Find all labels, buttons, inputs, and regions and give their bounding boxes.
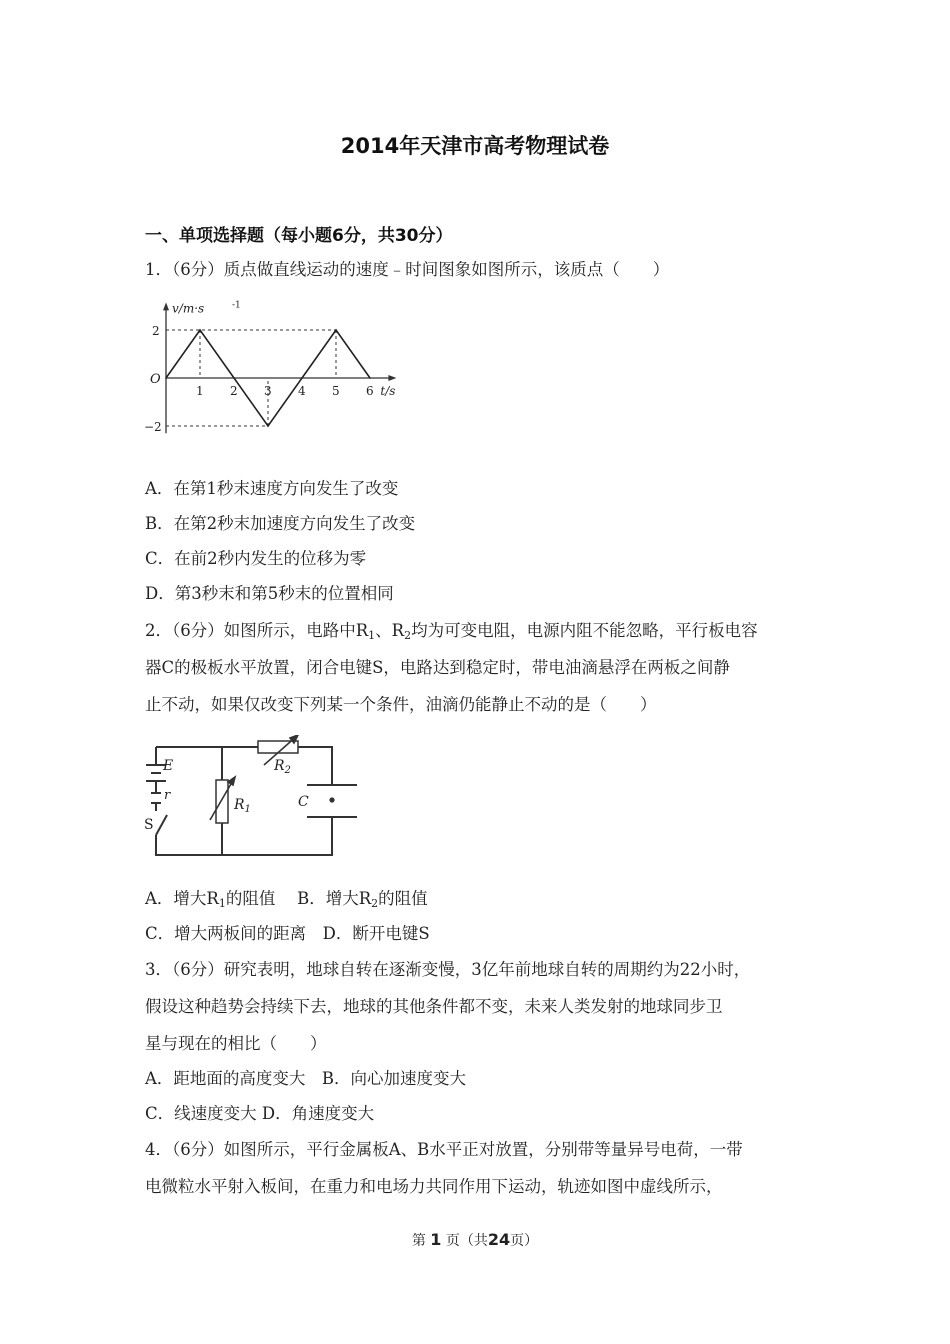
q1-option-d: D．第3秒末和第5秒末的位置相同 (145, 584, 394, 603)
capacitor-label: C (298, 794, 309, 810)
q3-options-ab: A．距地面的高度变大 B．向心加速度变大 (145, 1069, 467, 1088)
q1-option-c: C．在前2秒内发生的位移为零 (145, 549, 367, 568)
internal-resistance-label: r (164, 788, 171, 803)
r1-label: $R_1$ (234, 797, 251, 815)
y-axis-arrow (163, 302, 169, 310)
page-footer: 第 1 页（共24页） (411, 1230, 539, 1249)
y-tick-label: −2 (144, 420, 162, 434)
switch-label: S (144, 817, 154, 833)
x-tick-label: 1 (196, 384, 204, 398)
q1-stem: 1．（6分）质点做直线运动的速度﹣时间图象如图所示，该质点（ ） (145, 260, 670, 279)
data-point (233, 377, 235, 379)
data-point (267, 425, 269, 427)
x-tick-label: 3 (264, 384, 272, 398)
data-point (165, 377, 167, 379)
q3-stem-line-1: 3．（6分）研究表明，地球自转在逐渐变慢，3亿年前地球自转的周期约为22小时， (145, 960, 751, 979)
x-axis-label: t/s (380, 384, 396, 398)
q3-options-cd: C．线速度变大 D．角速度变大 (145, 1104, 375, 1123)
data-point (199, 329, 201, 331)
q2-options-cd: C．增大两板间的距离 D．断开电键S (145, 924, 430, 943)
q3-stem-line-3: 星与现在的相比（ ） (145, 1034, 327, 1053)
origin-label: O (150, 372, 161, 387)
y-axis-label: v/m·s (172, 301, 205, 316)
x-axis-arrow (388, 375, 396, 381)
velocity-time-graph (140, 290, 420, 450)
q2-stem-line-3: 止不动，如果仅改变下列某一个条件，油滴仍能静止不动的是（ ） (145, 695, 657, 714)
q2-options-ab: A．增大$R_1$的阻值 B．增大$R_2$的阻值 (145, 889, 428, 910)
q1-option-a: A．在第1秒末速度方向发生了改变 (145, 479, 399, 498)
data-point (369, 377, 371, 379)
x-tick-label: 4 (298, 384, 306, 398)
q1-option-b: B．在第2秒末加速度方向发生了改变 (145, 514, 416, 533)
page-title: 2014年天津市高考物理试卷 (340, 134, 610, 158)
x-tick-label: 5 (332, 384, 340, 398)
q2-stem-line-1: 2．（6分）如图所示，电路中$R_1$、$R_2$均为可变电阻，电源内阻不能忽略，平行板电容 (145, 621, 758, 642)
q4-stem-line-2: 电微粒水平射入板间，在重力和电场力共同作用下运动，轨迹如图中虚线所示， (145, 1177, 723, 1196)
r2-label: $R_2$ (274, 758, 291, 776)
q4-stem-line-1: 4．（6分）如图所示，平行金属板A、B水平正对放置，分别带等量异号电荷，一带 (145, 1140, 743, 1159)
q3-stem-line-2: 假设这种趋势会持续下去，地球的其他条件都不变，未来人类发射的地球同步卫 (145, 997, 723, 1016)
x-tick-label: 6 (366, 384, 374, 398)
x-tick-label: 2 (230, 384, 238, 398)
data-point (335, 329, 337, 331)
circuit-diagram (140, 735, 370, 865)
emf-label: E (163, 758, 174, 774)
q2-stem-line-2: 器C的极板水平放置，闭合电键S，电路达到稳定时，带电油滴悬浮在两板之间静 (145, 658, 730, 677)
y-tick-label: 2 (152, 324, 160, 338)
y-axis-label-exponent: -1 (232, 300, 241, 311)
section-heading: 一、单项选择题（每小题6分，共30分） (145, 226, 453, 246)
data-point (301, 377, 303, 379)
